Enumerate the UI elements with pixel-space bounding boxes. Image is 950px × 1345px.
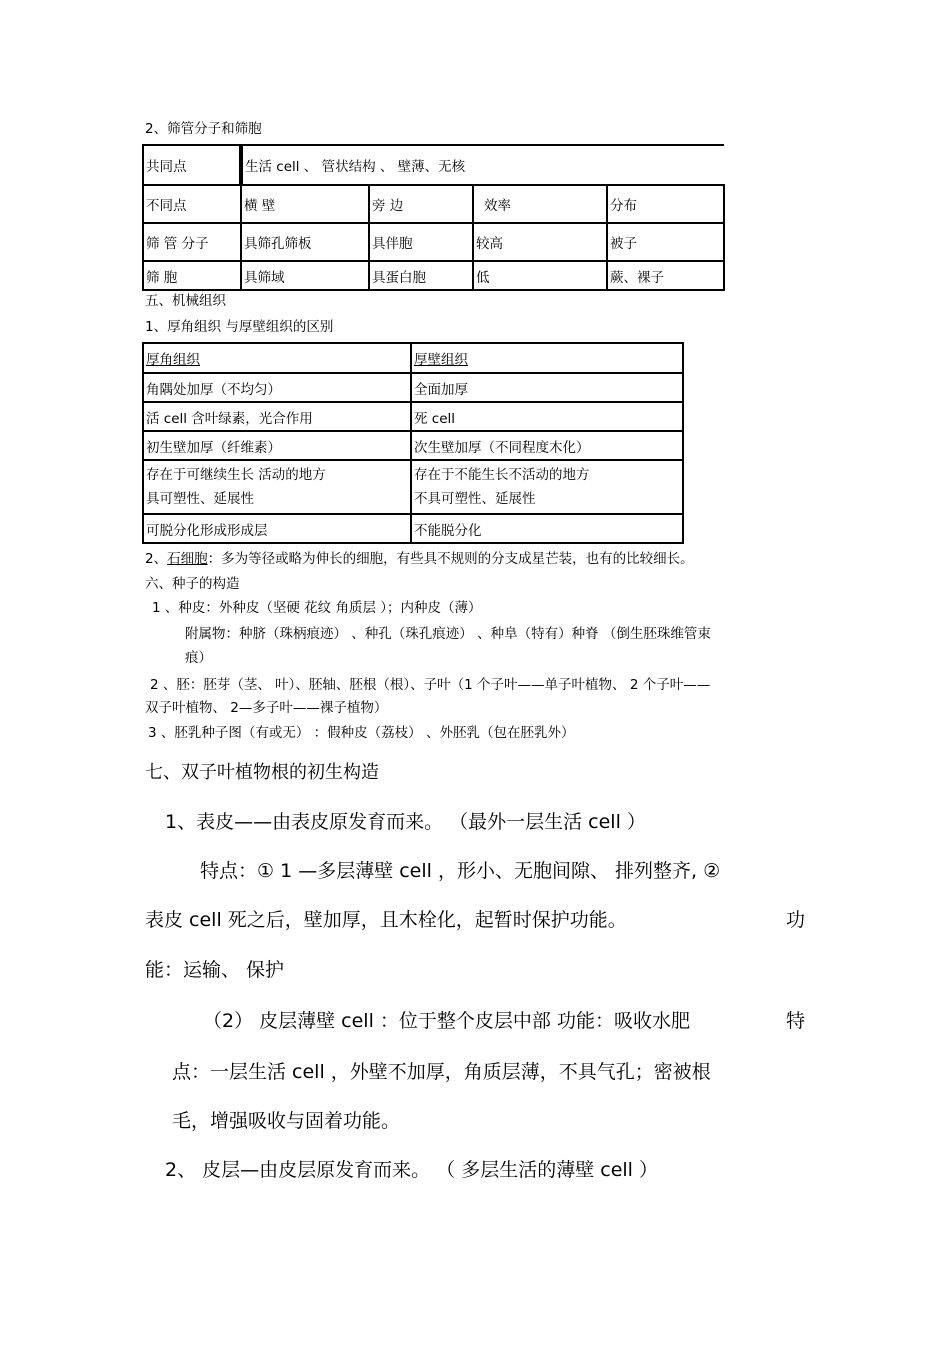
table-cell: 生活 cell 、 管状结构 、 壁薄、无核 <box>241 145 724 185</box>
cell-line: 不具可塑性、延展性 <box>414 491 536 507</box>
body-line: 点：一层生活 cell ，外壁不加厚，角质层薄，不具气孔；密被根 <box>172 1061 711 1083</box>
body-line: （2） 皮层薄壁 cell ：位于整个皮层中部 功能：吸收水肥 <box>203 1010 690 1032</box>
table-row <box>143 145 724 185</box>
body-line: 能：运输、 保护 <box>145 959 285 981</box>
table-cell: 死 cell <box>411 402 683 431</box>
cell-line: 具可塑性、延展性 <box>146 491 254 507</box>
table-cell <box>143 460 411 514</box>
body-line: 毛，增强吸收与固着功能。 <box>172 1110 401 1132</box>
table-row <box>143 514 683 543</box>
seed-item: 3 、胚乳种子图（有或无） ：假种皮（荔枝） 、外胚乳（包在胚乳外） <box>148 725 575 741</box>
table-cell: 全面加厚 <box>411 373 683 402</box>
body-line-end: 特 <box>786 1010 806 1032</box>
table-cell: 被子 <box>607 223 724 261</box>
section-heading: 七、双子叶植物根的初生构造 <box>145 762 379 783</box>
seed-item: 痕） <box>185 650 212 666</box>
table-cell: 具伴胞 <box>369 223 473 261</box>
table-header-cell: 效率 <box>473 185 607 223</box>
table-cell: 较高 <box>473 223 607 261</box>
table-header-cell: 分布 <box>607 185 724 223</box>
table-row <box>143 402 683 431</box>
table-header-cell: 厚壁组织 <box>411 343 683 373</box>
sieve-comparison-table <box>142 144 725 291</box>
table-cell: 筛 胞 <box>143 261 241 290</box>
table-header-cell: 不同点 <box>143 185 241 223</box>
table-header-cell: 厚角组织 <box>143 343 411 373</box>
table-row <box>143 185 724 223</box>
section-heading: 六、种子的构造 <box>145 576 240 592</box>
seed-item: 附属物：种脐（珠柄痕迹） 、种孔（珠孔痕迹） 、种阜（特有）种脊 （倒生胚珠维管束 <box>185 626 711 642</box>
table-cell: 初生壁加厚（纤维素） <box>143 431 411 460</box>
table-cell <box>411 460 683 514</box>
section-heading: 2、筛管分子和筛胞 <box>145 121 262 137</box>
table-cell: 角隅处加厚（不均匀） <box>143 373 411 402</box>
body-line: 2、 皮层—由皮层原发育而来。 （ 多层生活的薄壁 cell ） <box>165 1159 658 1181</box>
table-cell: 筛 管 分子 <box>143 223 241 261</box>
seed-item: 1 、种皮：外种皮（坚硬 花纹 角质层 ）；内种皮（薄） <box>152 600 482 616</box>
body-line: 1、表皮——由表皮原发育而来。 （最外一层生活 cell ） <box>165 811 646 833</box>
table-cell: 具筛孔筛板 <box>241 223 369 261</box>
table-cell: 具蛋白胞 <box>369 261 473 290</box>
seed-item: 2 、胚：胚芽（茎、 叶）、胚轴、胚根（根）、子叶（1 个子叶——单子叶植物、 2 个子叶—— <box>150 677 711 693</box>
body-line: 表皮 cell 死之后，壁加厚，且木栓化，起暂时保护功能。 <box>145 909 627 931</box>
cell-line: 存在于可继续生长 活动的地方 <box>146 467 326 483</box>
table-cell: 蕨、裸子 <box>607 261 724 290</box>
table-cell: 活 cell 含叶绿素，光合作用 <box>143 402 411 431</box>
table-cell: 低 <box>473 261 607 290</box>
body-line: 特点：① 1 —多层薄壁 cell ，形小、无胞间隙、 排列整齐, ② <box>200 860 721 882</box>
table-row <box>143 431 683 460</box>
body-line-end: 功 <box>786 909 806 931</box>
seed-item: 双子叶植物、 2—多子叶——裸子植物） <box>145 700 388 716</box>
table-cell: 次生壁加厚（不同程度木化） <box>411 431 683 460</box>
section-heading: 五、机械组织 <box>145 293 226 309</box>
cell-line: 存在于不能生长不活动的地方 <box>414 467 590 483</box>
table-cell: 共同点 <box>143 145 241 185</box>
stone-cell-prefix: 2、 <box>145 551 168 567</box>
table-cell: 具筛域 <box>241 261 369 290</box>
stone-cell-text: ：多为等径或略为伸长的细胞，有些具不规则的分支成星芒装，也有的比较细长。 <box>207 551 694 567</box>
table-header-cell: 旁 边 <box>369 185 473 223</box>
table-cell: 可脱分化形成形成层 <box>143 514 411 543</box>
table-row <box>143 343 683 373</box>
table-row <box>143 223 724 261</box>
table-row <box>143 373 683 402</box>
table-cell: 不能脱分化 <box>411 514 683 543</box>
stone-cell-paragraph <box>145 549 694 569</box>
stone-cell-term: 石细胞 <box>167 551 208 567</box>
subsection-heading: 1、厚角组织 与厚壁组织的区别 <box>145 319 334 335</box>
tissue-comparison-table <box>142 342 684 544</box>
table-header-cell: 横 壁 <box>241 185 369 223</box>
table-row <box>143 261 724 290</box>
table-row <box>143 460 683 514</box>
